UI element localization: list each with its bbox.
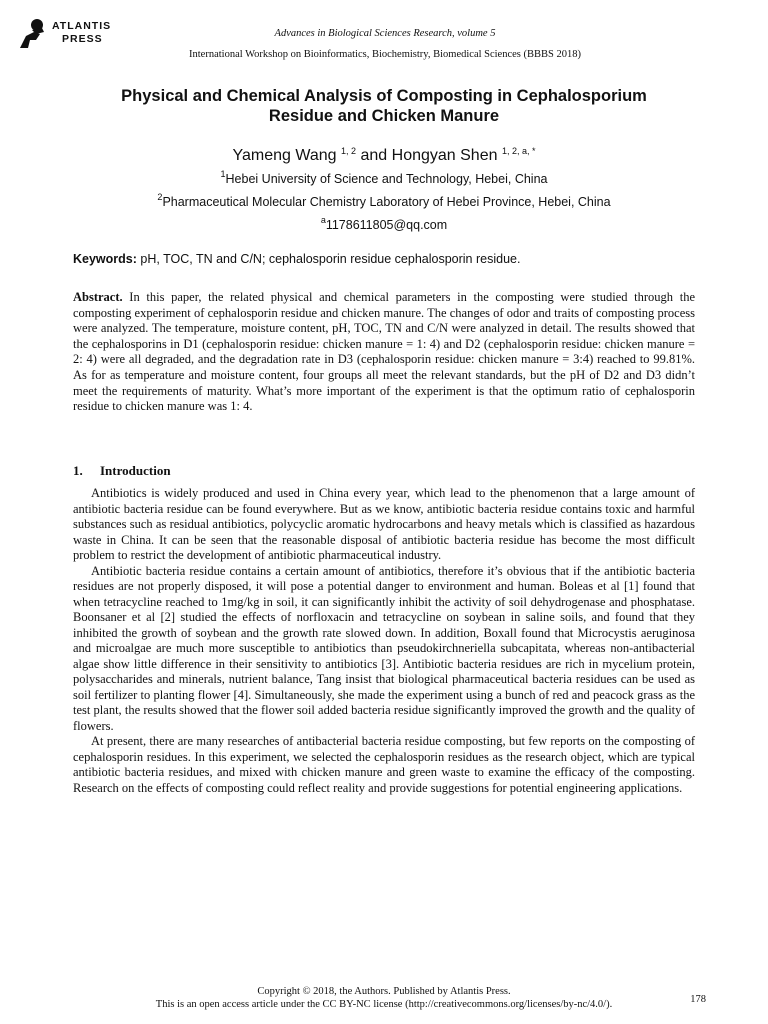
publisher-name-line2: PRESS <box>62 33 103 45</box>
affiliation-1 <box>60 166 708 187</box>
conference-title: International Workshop on Bioinformatics, Biochemistry, Biomedical Sciences (BBBS 2018) <box>189 49 581 60</box>
license-notice: This is an open access article under the CC BY-NC license (http://creativecommons.org/licenses/by-nc/4.0/). <box>155 999 613 1010</box>
page-number: 178 <box>690 994 706 1005</box>
section-number: 1. <box>73 463 83 478</box>
keywords-label: Keywords: <box>73 252 137 266</box>
paragraph: Antibiotics is widely produced and used in China every year, which lead to the phenomenon that a large amount of antibiotic bacteria residue can be found everywhere. But as we know, antibiotic bacteria residue contains toxic and harmful substances such as residual antibiotics, polycyclic aromatic hydrocarbons and heavy metals which is classified as hazardous waste in China. It can be seen that the reasonable disposal of antibiotic bacteria residue has become the most difficult problem to restrict the development of antibiotic pharmaceutical industry. <box>73 486 695 562</box>
series-title: Advances in Biological Sciences Research, volume 5 <box>274 28 496 39</box>
abstract-text: In this paper, the related physical and chemical parameters in the composting were studied through the composting experiment of cephalosporin residue and chicken manure. The changes of odor and traits of composting process were analyzed. The temperature, moisture content, pH, TOC, TN and C/N were analyzed in detail. The results showed that the cephalosporins in D1 (cephalosporin residue: chicken manure = 1: 4) and D2 (cephalosporin residue: chicken manure = 2: 4) were all degraded, and the degradation rate in D3 (cephalosporin residue: chicken manure = 3:4) reached to 99.81%. As for as temperature and moisture content, four groups all meet the relevant standards, but the pH of D2 and D3 didn’t meet the requirements of maturity. What’s more important of the experiment is that the optimum ratio of cephalosporin residue to chicken manure was 1: 4. <box>73 290 695 414</box>
author-conjunction: and <box>356 147 392 164</box>
publisher-name-line1: ATLANTIS <box>52 20 112 32</box>
corresponding-email <box>60 212 708 233</box>
affiliation-marker: 1 <box>220 169 226 179</box>
email-marker: a <box>320 215 326 225</box>
section-heading <box>73 463 171 479</box>
affiliation-marker: 2 <box>157 192 163 202</box>
section-body <box>73 486 695 796</box>
copyright-notice: Copyright © 2018, the Authors. Published by Atlantis Press. <box>257 986 511 997</box>
title-line-1: Physical and Chemical Analysis of Composting in Cephalosporium <box>121 87 647 105</box>
author-affiliation-marker: 1, 2, a, * <box>501 146 536 156</box>
author-name: Hongyan Shen <box>391 147 498 164</box>
affiliation-text: Hebei University of Science and Technology, Hebei, China <box>225 172 548 186</box>
author-list <box>60 141 708 166</box>
title-line-2: Residue and Chicken Manure <box>268 107 500 125</box>
email-text: 1178611805@qq.com <box>325 218 448 232</box>
paragraph: Antibiotic bacteria residue contains a certain amount of antibiotics, therefore it’s obvious that if the antibiotic bacteria residues are not properly disposed, it will pose a potential danger to environment and human. Boleas et al [1] found that when tetracycline reached to 1mg/kg in soil, it can significantly inhibit the activity of soil dehydrogenase and phosphatase. Boonsaner et al [2] studied the effects of norfloxacin and tetracycline on soybean in saline soils, and found that they inhibited the growth of soybean and the growth rate slowed down. In addition, Boxall found that Microcystis aeruginosa and microalgae are much more susceptible to antibiotics than pseudokirchneriella subcapitata, whereas non-antibacterial algae show little difference in their sensitivity to antibiotics [3]. Antibiotic bacteria residues are rich in mycelium protein, polysaccharides and minerals, nutrient balance, Tang insist that biological pharmaceutical bacteria residues can be used as soil fertilizer to planting flower [4]. Simultaneously, she made the experiment using a bunch of red and peacock grass as the test plant, the results showed that the flower soil added bacteria residue significantly improved the growth and the quality of flowers. <box>73 563 695 733</box>
paper-title <box>60 86 708 126</box>
author-name: Yameng Wang <box>232 147 337 164</box>
keywords-text: pH, TOC, TN and C/N; cephalosporin residue cephalosporin residue. <box>136 252 521 266</box>
atlas-figure-icon <box>16 18 50 52</box>
keywords <box>73 251 695 267</box>
author-affiliation-marker: 1, 2 <box>341 146 357 156</box>
paragraph: At present, there are many researches of antibacterial bacteria residue composting, but few reports on the composting of cephalosporin residues. In this experiment, we selected the cephalosporin residues as the research object, which are typical antibiotic bacteria residues, and mixed with chicken manure and green waste to examine the efficacy of the composting. Research on the effects of composting could reflect reality and provide suggestions for potential engineering applications. <box>73 734 695 795</box>
abstract <box>73 290 695 415</box>
section-title: Introduction <box>100 463 171 478</box>
affiliation-2 <box>60 189 708 210</box>
publisher-logo <box>16 18 116 58</box>
affiliation-text: Pharmaceutical Molecular Chemistry Laboratory of Hebei Province, Hebei, China <box>162 195 611 209</box>
abstract-label: Abstract. <box>73 290 123 304</box>
